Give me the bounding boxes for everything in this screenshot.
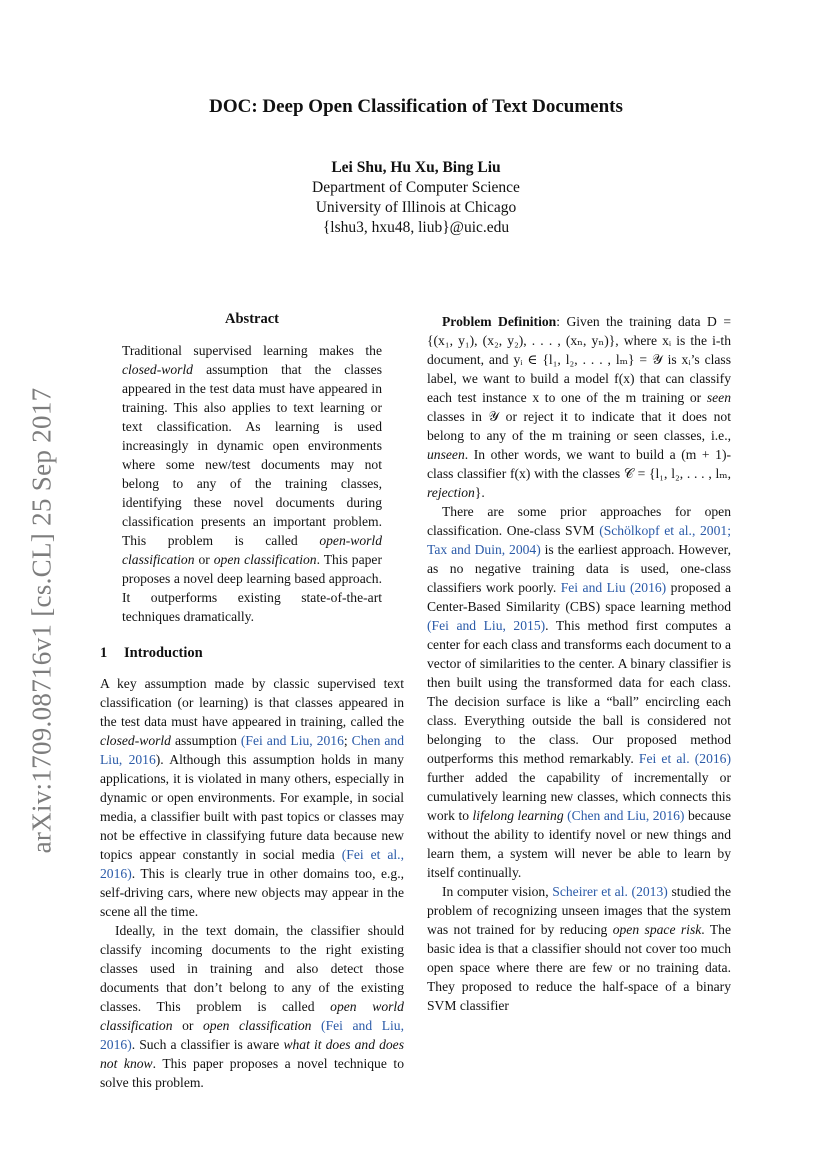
section-heading-introduction: 1 Introduction (100, 645, 203, 661)
abstract-text: Traditional supervised learning makes the closed-world assumption that the classes appeared in the test data must have appeared in training. This also applies to text learning or text classification. As learning is used increasingly in dynamic open environments where some new/test documents may not belong to any of the training classes, identifying these novel documents during classification presents an important problem. This problem is called open-world classification or open classification. This paper proposes a novel deep learning based approach. It outperforms existing state-of-the-art techniques dramatically. (122, 343, 382, 624)
author-email: {lshu3, hxu48, liub}@uic.edu (322, 219, 510, 236)
citation-link[interactable]: Fei and Liu (2016) (560, 580, 667, 595)
arxiv-id: arXiv:1709.08716v1 [cs.CL] 25 Sep 2017 (26, 387, 57, 853)
author-names: Lei Shu, Hu Xu, Bing Liu (331, 159, 501, 176)
citation-link[interactable]: (Fei and Liu, 2016 (240, 733, 344, 748)
citation-link[interactable]: (Chen and Liu, 2016) (567, 808, 685, 823)
arxiv-watermark (18, 365, 66, 875)
author-block (100, 158, 732, 238)
author-university: University of Illinois at Chicago (315, 199, 517, 216)
paper-title: DOC: Deep Open Classification of Text Documents (209, 96, 623, 117)
citation-link[interactable]: Fei et al. (2016) (638, 751, 731, 766)
author-department: Department of Computer Science (312, 179, 520, 196)
problem-definition-paragraph: Problem Definition: Given the training data D = {(x₁, y₁), (x₂, y₂), . . . , (xₙ, yₙ)}, where xᵢ is the i-th document, and yᵢ ∈ {l₁, l₂, . . . , lₘ} = 𝒴 is xᵢ’s class label, we want to build a model f(x) that can classify each test instance x to one of the m training or seen classes in 𝒴 or reject it to indicate that it does not belong to any of the m training or seen classes, i.e., unseen. In other words, we want to build a (m + 1)-class classifier f(x) with the classes 𝒞 = {l₁, l₂, . . . , lₘ, rejection}. (427, 314, 731, 500)
intro-paragraph-1: A key assumption made by classic supervised text classification (or learning) is that classes appeared in the test data must have appeared in training, called the closed-world assumption (Fei and Liu, 2016; Chen and Liu, 2016). Although this assumption holds in many applications, it is violated in many others, especially in dynamic or open environments. For example, in social media, a classifier built with past topics or classes may not be effective in classifying future data because new topics appear constantly in social media (Fei et al., 2016). This is clearly true in other domains too, e.g., self-driving cars, where new objects may appear in the scene all the time. (100, 676, 404, 919)
abstract-heading: Abstract (225, 311, 279, 327)
right-column (427, 312, 731, 1015)
citation-link[interactable]: (Fei et al., 2016) (100, 847, 404, 881)
citation-link[interactable]: Chen and Liu, 2016 (100, 733, 404, 767)
citation-link[interactable]: Scheirer et al. (2013) (552, 884, 668, 899)
computer-vision-paragraph: In computer vision, Scheirer et al. (2013) studied the problem of recognizing unseen images that the system was not trained for by reducing open space risk. The basic idea is that a classifier should not cover too much open space where there are few or no training data. They proposed to reduce the half-space of a binary SVM classifier (427, 884, 731, 1013)
citation-link[interactable]: (Fei and Liu, 2016) (100, 1018, 404, 1052)
prior-approaches-paragraph: There are some prior approaches for open classification. One-class SVM (Schölkopf et al., 2001; Tax and Duin, 2004) is the earliest approach. However, as no negative training data is used, one-class classifiers work poorly. Fei and Liu (2016) proposed a Center-Based Similarity (CBS) space learning method (Fei and Liu, 2015). This method first computes a center for each class and transforms each document to a vector of similarities to the center. A binary classifier is then built using the transformed data for each class. The decision surface is like a “ball” encircling each class. Everything outside the ball is considered not belonging to the class. Our proposed method outperforms this method remarkably. Fei et al. (2016) further added the capability of incrementally or cumulatively learning new classes, which connects this work to lifelong learning (Chen and Liu, 2016) because without the ability to identify novel or new things and learn them, a system will never be able to learn by itself continually. (427, 504, 732, 880)
intro-paragraph-2: Ideally, in the text domain, the classifier should classify incoming documents to the right existing classes used in training and also detect those documents that don’t belong to any of the existing classes. This problem is called open world classification or open classification (Fei and Liu, 2016). Such a classifier is aware what it does and does not know. This paper proposes a novel technique to solve this problem. (100, 923, 404, 1090)
left-column (100, 310, 404, 1092)
citation-link[interactable]: (Schölkopf et al., 2001; Tax and Duin, 2004) (427, 523, 731, 557)
citation-link[interactable]: (Fei and Liu, 2015) (427, 618, 546, 633)
